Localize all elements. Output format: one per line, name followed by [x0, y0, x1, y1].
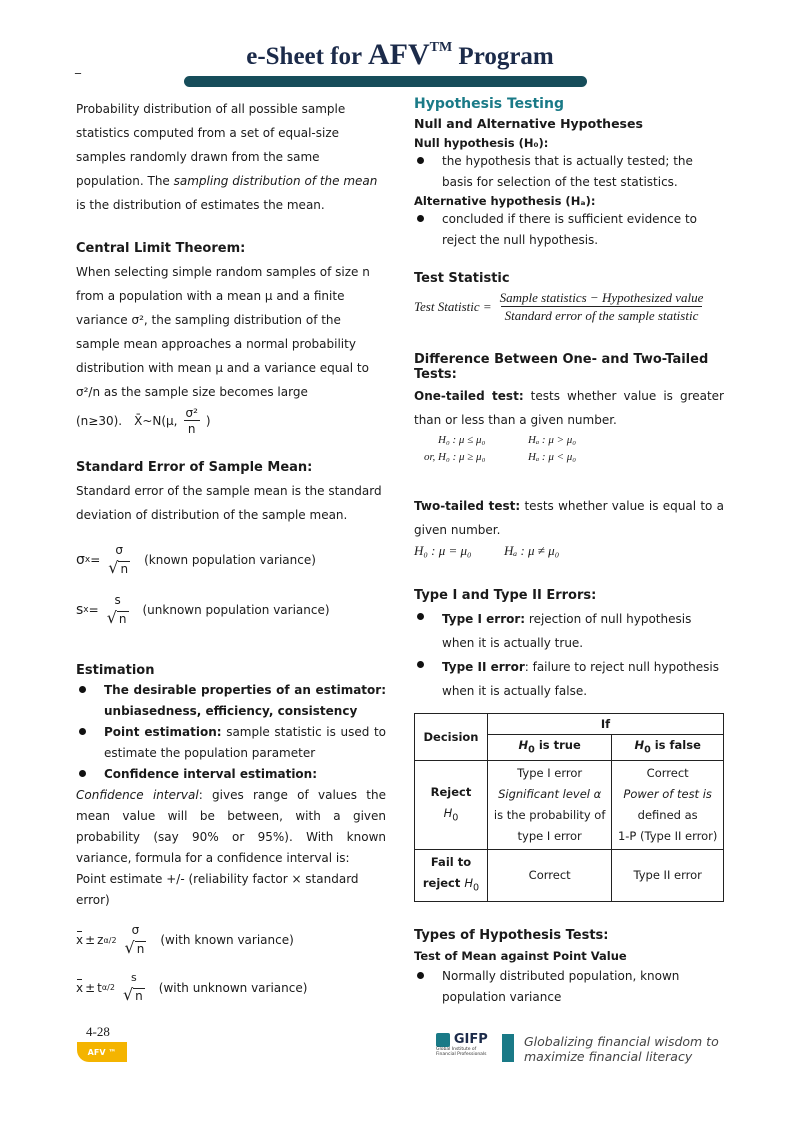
se-formula-unknown: s x = s √ n (unknown population variance) — [76, 593, 330, 627]
se-body: Standard error of the sample mean is the standard deviation of distribution of the sample mean. — [76, 484, 382, 522]
fail-reject-cell: Fail to reject $H_0$ — [415, 850, 488, 901]
clt-distribution: (n≥30). X̄~N(μ, $\frac{\text{σ²}}{n}$ ) — [76, 406, 211, 436]
gifp-logo: GIFP Global Institute of Financial Professionals — [436, 1032, 488, 1057]
if-header: If — [488, 714, 724, 735]
two-tailed: Two-tailed test: tests whether value is equal to a given number. — [414, 499, 725, 537]
estimation-list — [76, 680, 386, 785]
test-statistic-formula: Test Statistic = $\frac{\text{Sample statistics − Hypothesized value}}{\text{Standard error of the sample statistic}}$ — [414, 290, 704, 323]
list-item: Confidence interval estimation: — [76, 764, 386, 785]
diff-title: Difference Between One- and Two-Tailed Tests: — [414, 352, 709, 382]
errors-table — [414, 713, 724, 902]
one-tailed: One-tailed test: tests whether value is greater than or less than a given number. — [414, 389, 724, 427]
list-item: Normally distributed population, known population variance — [414, 966, 724, 1008]
estimation-title: Estimation — [76, 663, 155, 678]
page-number: 4-28 — [86, 1024, 110, 1039]
point-estimate: Point estimate +/- (reliability factor × standard error) — [76, 872, 359, 907]
clt-fraction: $\frac{\text{σ²}}{n}$ — [185, 406, 198, 436]
ci-formula-unknown: x ± t α/2 s √ n (with unknown variance) — [76, 971, 308, 1004]
hypothesis-testing-title: Hypothesis Testing — [414, 96, 564, 112]
table-row — [415, 850, 724, 901]
list-item: Type II error: failure to reject null hypothesis when it is actually false. — [414, 655, 724, 703]
h0-true-header: $H_0$ is true — [488, 735, 612, 761]
ci-paragraph: Confidence interval: gives range of values the mean value will be between, with a given probability (say 90% or 95%). With known variance, formula for a confidence interval is: — [76, 788, 387, 865]
page-title: e-Sheet for AFV™ Program — [246, 38, 554, 71]
clt-title: Central Limit Theorem: — [76, 241, 246, 256]
se-formula-known: σ x = σ √ n (known population variance) — [76, 543, 316, 577]
alt-label: Alternative hypothesis (Hₐ): — [414, 194, 596, 208]
footer-divider — [502, 1034, 514, 1062]
errors-list — [414, 607, 724, 703]
se-title: Standard Error of Sample Mean: — [76, 460, 313, 475]
header-dash: _ — [75, 60, 81, 74]
list-item: Type I error: rejection of null hypothesis when it is actually true. — [414, 607, 724, 655]
reject-cell: Reject $H_0$ — [415, 761, 488, 850]
table-row — [415, 761, 724, 850]
ci-formula-known: x ± z α/2 σ √ n (with known variance) — [76, 923, 294, 957]
decision-header: Decision — [415, 714, 488, 761]
nah-title: Null and Alternative Hypotheses — [414, 116, 643, 131]
list-item: the hypothesis that is actually tested; the basis for selection of the test statistics. — [414, 151, 724, 193]
list-item: The desirable properties of an estimator: unbiasedness, efficiency, consistency — [76, 680, 386, 722]
afv-tab: AFV ™ — [77, 1042, 127, 1062]
null-label: Null hypothesis (H₀): — [414, 136, 549, 150]
table-row — [415, 714, 724, 735]
one-tailed-hypotheses: H₀ : μ ≤ μ₀ Hₐ : μ > μ₀ or, H₀ : μ ≥ μ₀ Hₐ : μ < μ₀ — [424, 434, 577, 463]
left-column — [76, 96, 386, 1004]
header-bar — [184, 76, 587, 87]
list-item: Point estimation: sample statistic is used to estimate the population parameter — [76, 722, 386, 764]
correct-cell: Correct — [488, 850, 612, 901]
correct-power-cell: Correct Power of test is defined as 1-P (Type II error) — [612, 761, 724, 850]
types-title: Types of Hypothesis Tests: — [414, 927, 609, 943]
two-tailed-hypotheses: H₀ : μ = μ₀ Hₐ : μ ≠ μ₀ — [414, 543, 560, 558]
test-of-mean-list — [414, 966, 724, 1008]
type2-cell: Type II error — [612, 850, 724, 901]
right-column — [414, 96, 724, 1008]
alt-list — [414, 209, 724, 251]
h0-false-header: $H_0$ is false — [612, 735, 724, 761]
gifp-logo-icon — [436, 1033, 450, 1047]
null-list — [414, 151, 724, 193]
test-of-mean-title: Test of Mean against Point Value — [414, 948, 627, 963]
list-item: concluded if there is sufficient evidence to reject the null hypothesis. — [414, 209, 724, 251]
errors-title: Type I and Type II Errors: — [414, 588, 597, 603]
type1-cell: Type I error Significant level α is the probability of type I error — [488, 761, 612, 850]
intro-paragraph: Probability distribution of all possible sample statistics computed from a set of equal-size samples randomly drawn from the same population. The sampling distribution of the mean is the distribution of estimates the mean. — [76, 102, 378, 212]
clt-body: When selecting simple random samples of size n from a population with a mean μ and a finite variance σ², the sampling distribution of the sample mean approaches a normal probability distribution with mean μ and a variance equal to σ²/n as the sample size becomes large — [76, 265, 370, 399]
test-statistic-title: Test Statistic — [414, 271, 510, 286]
tagline: Globalizing financial wisdom to maximize financial literacy — [524, 1034, 719, 1064]
